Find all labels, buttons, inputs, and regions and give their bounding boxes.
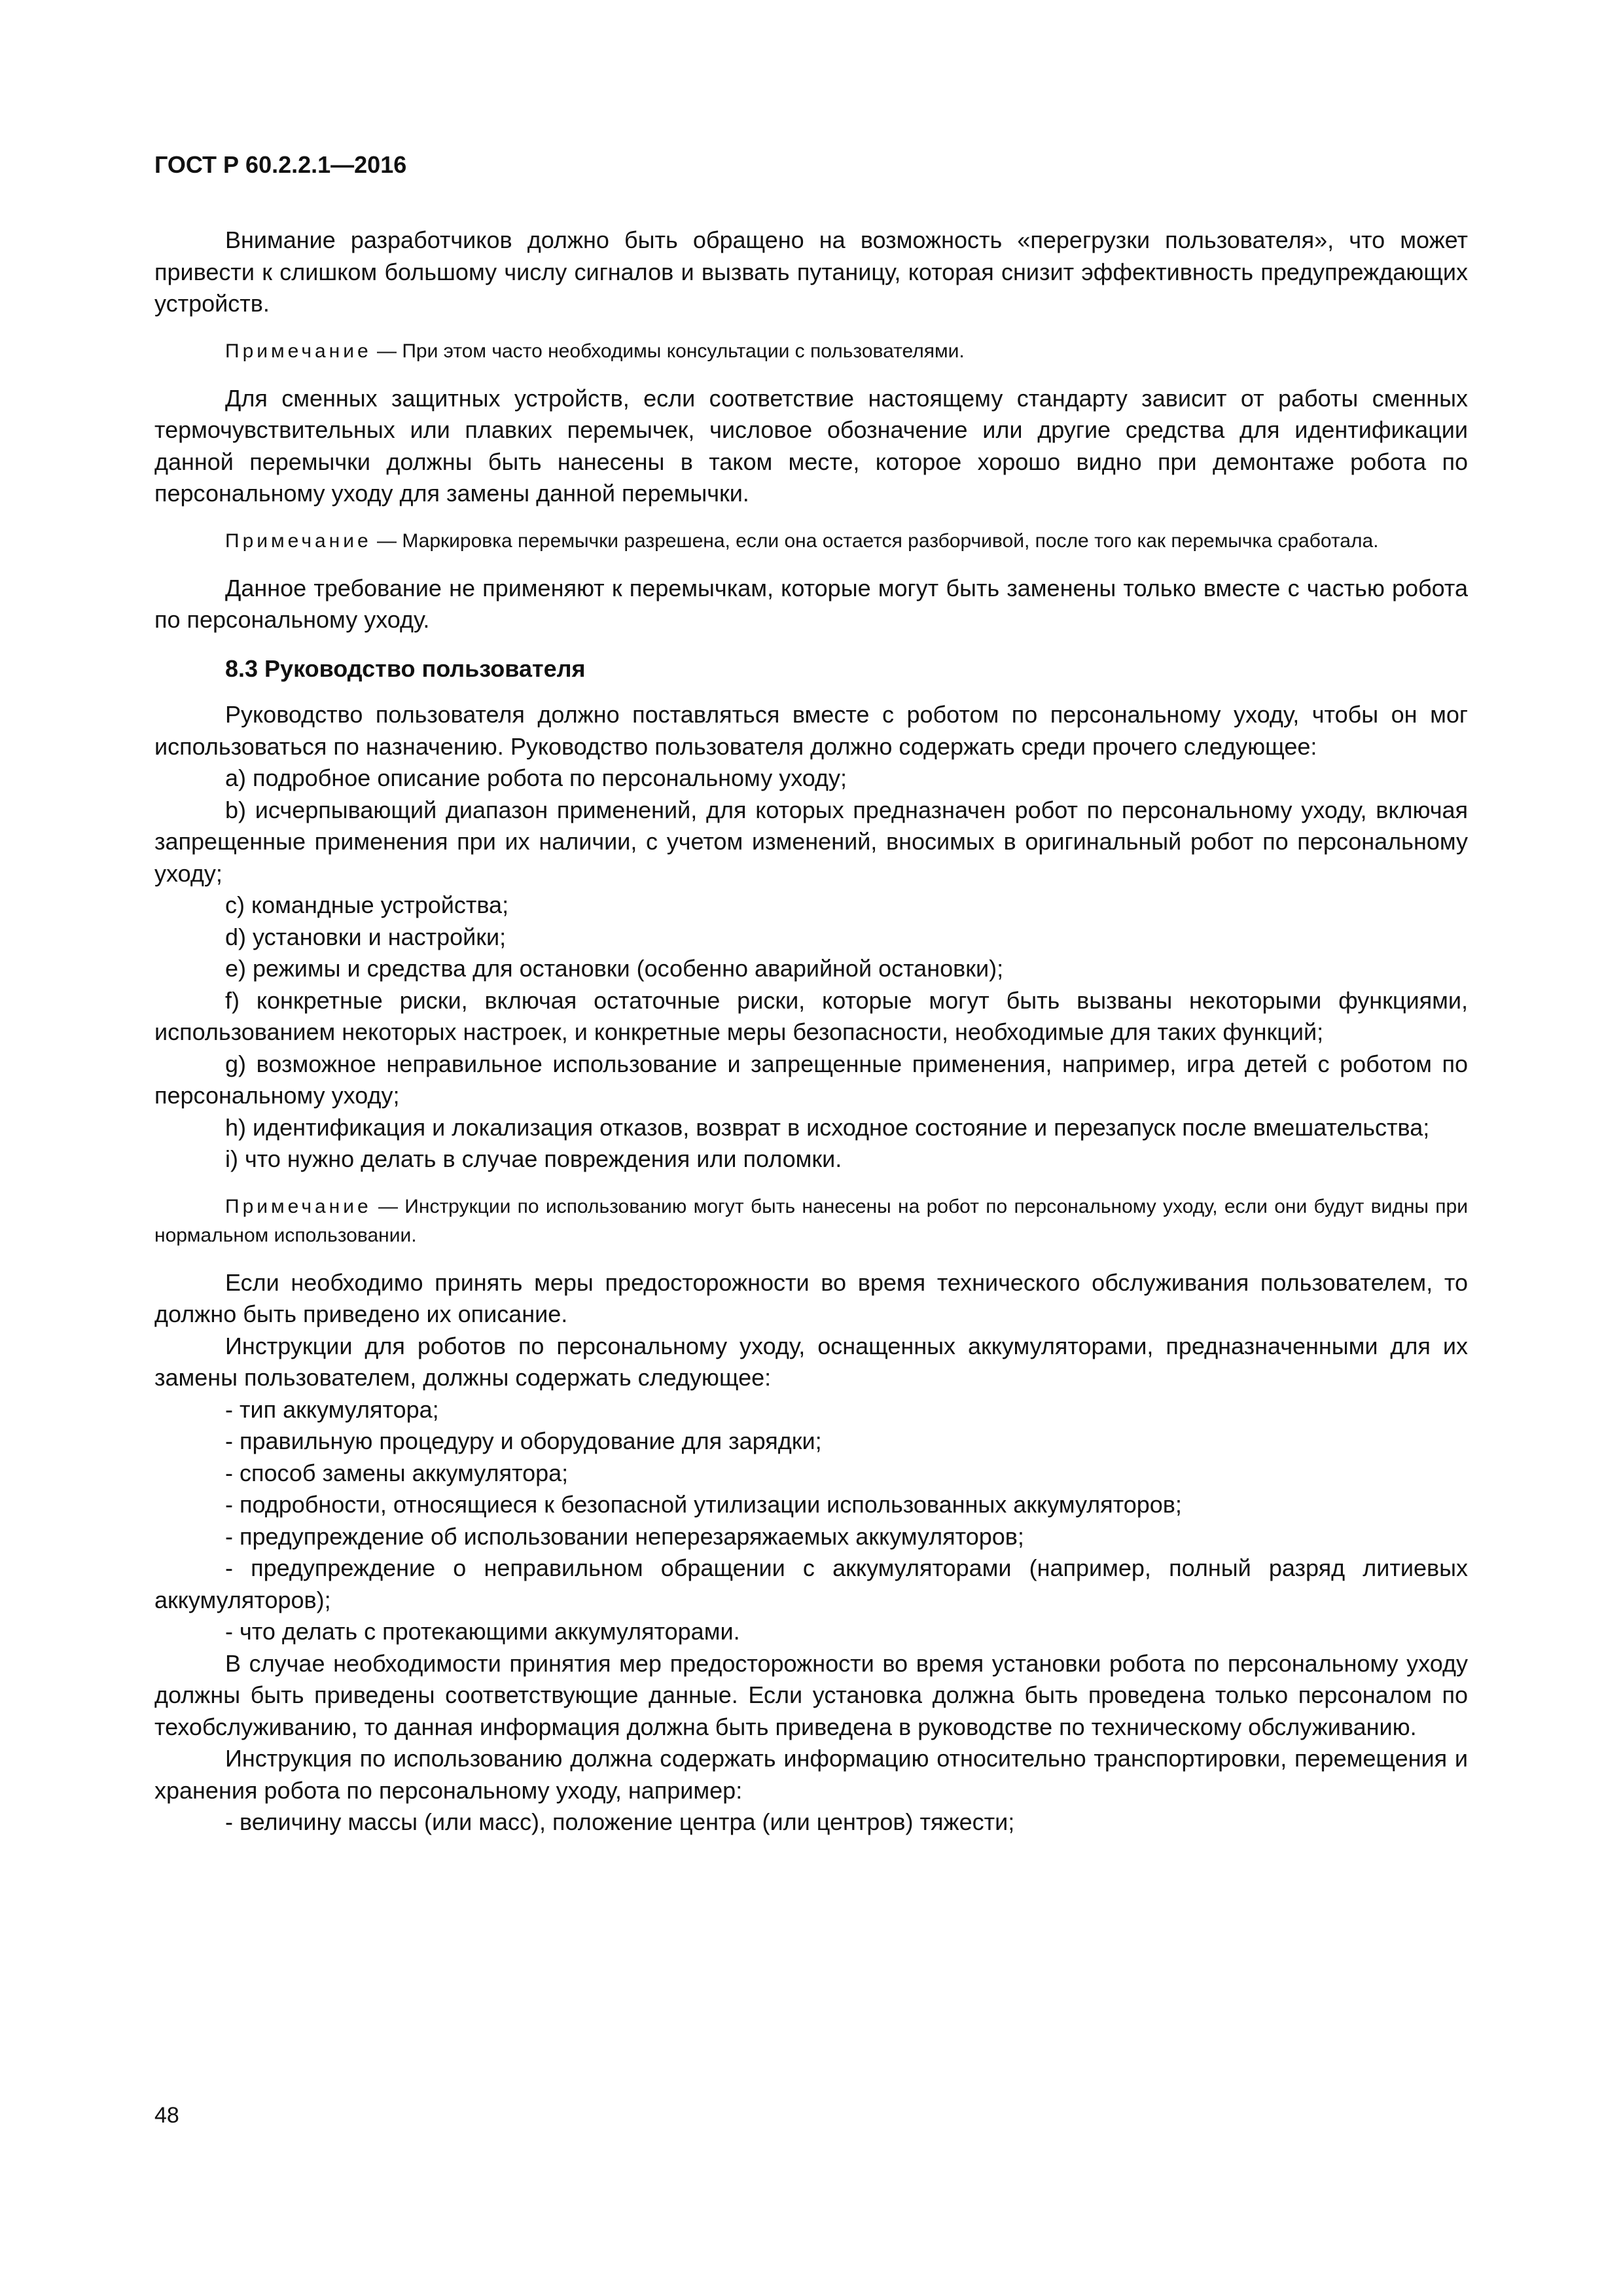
note — [154, 1193, 1468, 1250]
dash-list-item: - предупреждение об использовании неперезаряжаемых аккумуляторов; — [225, 1522, 1024, 1550]
note-label: Примечание — [225, 1195, 372, 1217]
note-text: — Маркировка перемычки разрешена, если она остается разборчивой, после того как перемычка сработала. — [371, 529, 1379, 552]
note-text: — Инструкции по использованию могут быть нанесены на робот по персональному уходу, если они будут видны при нормальном использовании. — [154, 1195, 1468, 1246]
list-item: d) установки и настройки; — [225, 923, 507, 950]
list-item: f) конкретные риски, включая остаточные риски, которые могут быть вызваны некоторыми функциями, использованием некоторых настроек, и конкретные меры безопасности, необходимые для таких функций; — [154, 986, 1468, 1045]
paragraph: Если необходимо принять меры предосторожности во время технического обслуживания пользователем, то должно быть приведено их описание. — [154, 1268, 1468, 1327]
section-heading: 8.3 Руководство пользователя — [225, 655, 586, 682]
page-number: 48 — [154, 2103, 179, 2128]
note-text: — При этом часто необходимы консультации с пользователями. — [371, 340, 965, 362]
note-label: Примечание — [225, 340, 372, 362]
dash-list-item: - подробности, относящиеся к безопасной утилизации использованных аккумуляторов; — [225, 1491, 1182, 1518]
standard-code-header: ГОСТ Р 60.2.2.1—2016 — [154, 151, 407, 178]
paragraph: Инструкции для роботов по персональному уходу, оснащенных аккумуляторами, предназначенными для их замены пользователем, должны содержать следующее: — [154, 1332, 1468, 1391]
paragraph: В случае необходимости принятия мер предосторожности во время установки робота по персональному уходу должны быть приведены соответствующие данные. Если установка должна быть проведена только персоналом по техобслуживанию, то данная информация должна быть приведена в руководстве по техническому обслуживанию. — [154, 1649, 1468, 1740]
paragraph: Инструкция по использованию должна содержать информацию относительно транспортировки, перемещения и хранения робота по персональному уходу, например: — [154, 1745, 1468, 1804]
dash-list-item: - предупреждение о неправильном обращении с аккумуляторами (например, полный разряд литиевых аккумуляторов); — [154, 1554, 1468, 1613]
paragraph: Для сменных защитных устройств, если соответствие настоящему стандарту зависит от работы сменных термочувствительных или плавких перемычек, числовое обозначение или другие средства для идентификации данной перемычки должны быть нанесены в таком месте, которое хорошо видно при демонтаже робота по персональному уходу для замены данной перемычки. — [154, 384, 1468, 507]
list-item: c) командные устройства; — [225, 891, 509, 918]
dash-list-item: - способ замены аккумулятора; — [225, 1459, 569, 1486]
list-item: a) подробное описание робота по персональному уходу; — [225, 764, 847, 791]
list-item: h) идентификация и локализация отказов, возврат в исходное состояние и перезапуск после вмешательства; — [225, 1113, 1430, 1141]
list-item: b) исчерпывающий диапазон применений, для которых предназначен робот по персональному уходу, включая запрещенные применения при их наличии, с учетом изменений, вносимых в оригинальный робот по персональному уходу; — [154, 796, 1468, 887]
note — [154, 527, 1468, 556]
list-item: e) режимы и средства для остановки (особенно аварийной остановки); — [225, 955, 1004, 982]
dash-list-item: - тип аккумулятора; — [225, 1395, 439, 1423]
note — [154, 337, 1468, 366]
note-label: Примечание — [225, 529, 372, 552]
dash-list-item: - что делать с протекающими аккумуляторами. — [225, 1618, 740, 1645]
list-item: g) возможное неправильное использование и запрещенные применения, например, игра детей с роботом по персональному уходу; — [154, 1050, 1468, 1109]
paragraph: Руководство пользователя должно поставляться вместе с роботом по персональному уходу, чтобы он мог использоваться по назначению. Руководство пользователя должно содержать среди прочего следующее: — [154, 701, 1468, 760]
paragraph: Данное требование не применяют к перемычкам, которые могут быть заменены только вместе с частью робота по персональному уходу. — [154, 574, 1468, 633]
document-body — [154, 224, 1468, 1839]
list-item: i) что нужно делать в случае повреждения или поломки. — [225, 1145, 842, 1172]
paragraph: Внимание разработчиков должно быть обращено на возможность «перегрузки пользователя», что может привести к слишком большому числу сигналов и вызвать путаницу, которая снизит эффективность предупреждающих устройств. — [154, 226, 1468, 317]
dash-list-item: - величину массы (или масс), положение центра (или центров) тяжести; — [225, 1808, 1015, 1835]
dash-list-item: - правильную процедуру и оборудование для зарядки; — [225, 1427, 822, 1454]
